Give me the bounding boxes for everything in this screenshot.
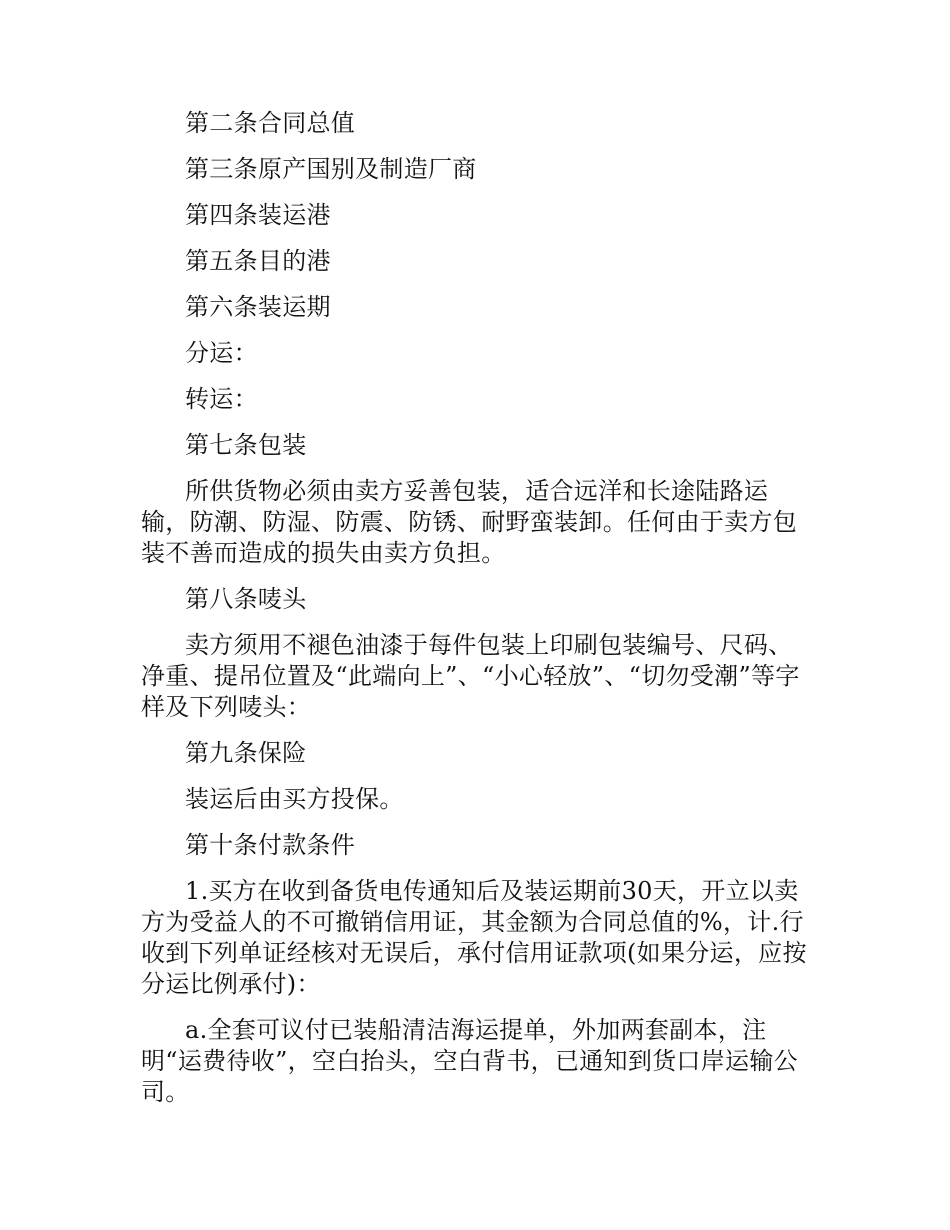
clause-3-heading: 第三条原产国别及制造厂商 bbox=[185, 155, 477, 183]
packing-paragraph: 所供货物必须由卖方妥善包装，适合远洋和长途陆路运输，防潮、防湿、防震、防锈、耐野蛮装卸。任何由于卖方包装不善而造成的损失由卖方负担。 bbox=[141, 477, 798, 567]
partial-shipment-line: 分运： bbox=[185, 339, 258, 367]
clause-2-heading: 第二条合同总值 bbox=[185, 109, 356, 137]
clause-4-heading: 第四条装运港 bbox=[185, 201, 331, 229]
payment-item-1: 1.买方在收到备货电传通知后及装运期前30天，开立以卖方为受益人的不可撤销信用证，其金额为合同总值的%，计.行收到下列单证经核对无误后，承付信用证款项(如果分运，应按分运比例承付)： bbox=[141, 877, 807, 998]
clause-9-heading: 第九条保险 bbox=[185, 739, 307, 767]
clause-10-heading: 第十条付款条件 bbox=[185, 831, 356, 859]
document-body bbox=[141, 108, 813, 1123]
transshipment-line: 转运： bbox=[185, 385, 258, 413]
payment-item-a: a.全套可议付已装船清洁海运提单，外加两套副本，注明“运费待收”，空白抬头，空白背书，已通知到货口岸运输公司。 bbox=[141, 1016, 798, 1106]
clause-5-heading: 第五条目的港 bbox=[185, 247, 331, 275]
clause-7-heading: 第七条包装 bbox=[185, 431, 307, 459]
insurance-paragraph: 装运后由买方投保。 bbox=[185, 785, 404, 813]
clause-8-heading: 第八条唛头 bbox=[185, 585, 307, 613]
marks-paragraph: 卖方须用不褪色油漆于每件包装上印刷包装编号、尺码、净重、提吊位置及“此端向上”、“小心轻放”、“切勿受潮”等字样及下列唛头： bbox=[141, 631, 800, 721]
clause-6-heading: 第六条装运期 bbox=[185, 293, 331, 321]
